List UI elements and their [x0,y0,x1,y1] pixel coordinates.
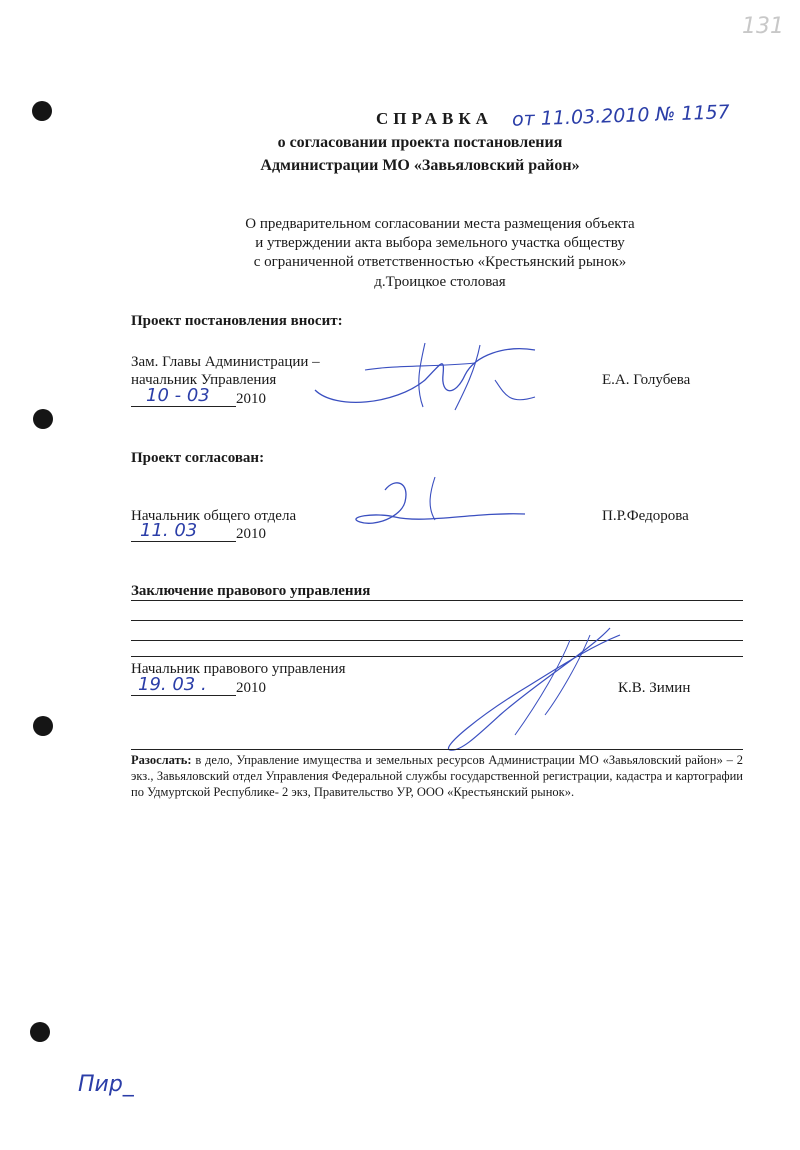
approval-date-year: 2010 [236,526,266,542]
legal-date-year: 2010 [236,680,266,696]
signature-zimin [420,620,640,760]
distribution-separator [131,749,743,750]
legal-heading: Заключение правового управления [131,583,371,599]
submitter-date-handwritten: 10 - 03 [146,385,210,406]
distribution-block [131,752,743,800]
document-title: СПРАВКА [376,109,493,128]
submitter-position-line-2: начальник Управления [131,372,277,388]
corner-mark: 131 [742,14,784,39]
subject-line-2: и утверждении акта выбора земельного участка обществу [255,235,625,251]
submitter-date-year: 2010 [236,391,266,407]
legal-line [131,600,743,601]
submitter-position-line-1: Зам. Главы Администрации – [131,354,320,370]
approval-heading: Проект согласован: [131,450,265,466]
handwritten-registration-note: от 11.03.2010 № 1157 [511,101,731,131]
date-underline [131,695,236,696]
title-line-3: Администрации МО «Завьяловский район» [260,157,580,174]
date-underline [131,541,236,542]
submitter-name: Е.А. Голубева [602,372,691,388]
punch-hole [30,1022,50,1042]
legal-name: К.В. Зимин [618,680,691,696]
punch-hole [33,409,53,429]
signature-golubeva [305,335,545,415]
punch-hole [33,716,53,736]
footer-initials: Пир_ [78,1072,134,1097]
approval-name: П.Р.Федорова [602,508,689,524]
title-line-2: о согласовании проекта постановления [277,134,563,151]
signature-fedorova [335,472,535,542]
subject-line-1: О предварительном согласовании места размещения объекта [245,216,635,232]
punch-hole [32,101,52,121]
legal-position: Начальник правового управления [131,661,346,677]
subject-line-4: д.Троицкое столовая [374,274,506,290]
legal-date-handwritten: 19. 03 . [138,674,207,695]
approval-date-handwritten: 11. 03 [140,520,198,541]
date-underline [131,406,236,407]
approval-position: Начальник общего отдела [131,508,297,524]
distribution-text: в дело, Управление имущества и земельных ресурсов Администрации МО «Завьяловский район» – 2 экз., Завьяловский отдел Управления Федеральной службы государственной регистрации, кадастра и картографии по Удмуртской Республике- 2 экз, Правительство УР, ООО «Крестьянский рынок». [131,753,743,799]
subject-line-3: с ограниченной ответственностью «Крестьянский рынок» [253,254,627,270]
distribution-label: Разослать: [131,753,192,767]
submitter-heading: Проект постановления вносит: [131,313,343,329]
